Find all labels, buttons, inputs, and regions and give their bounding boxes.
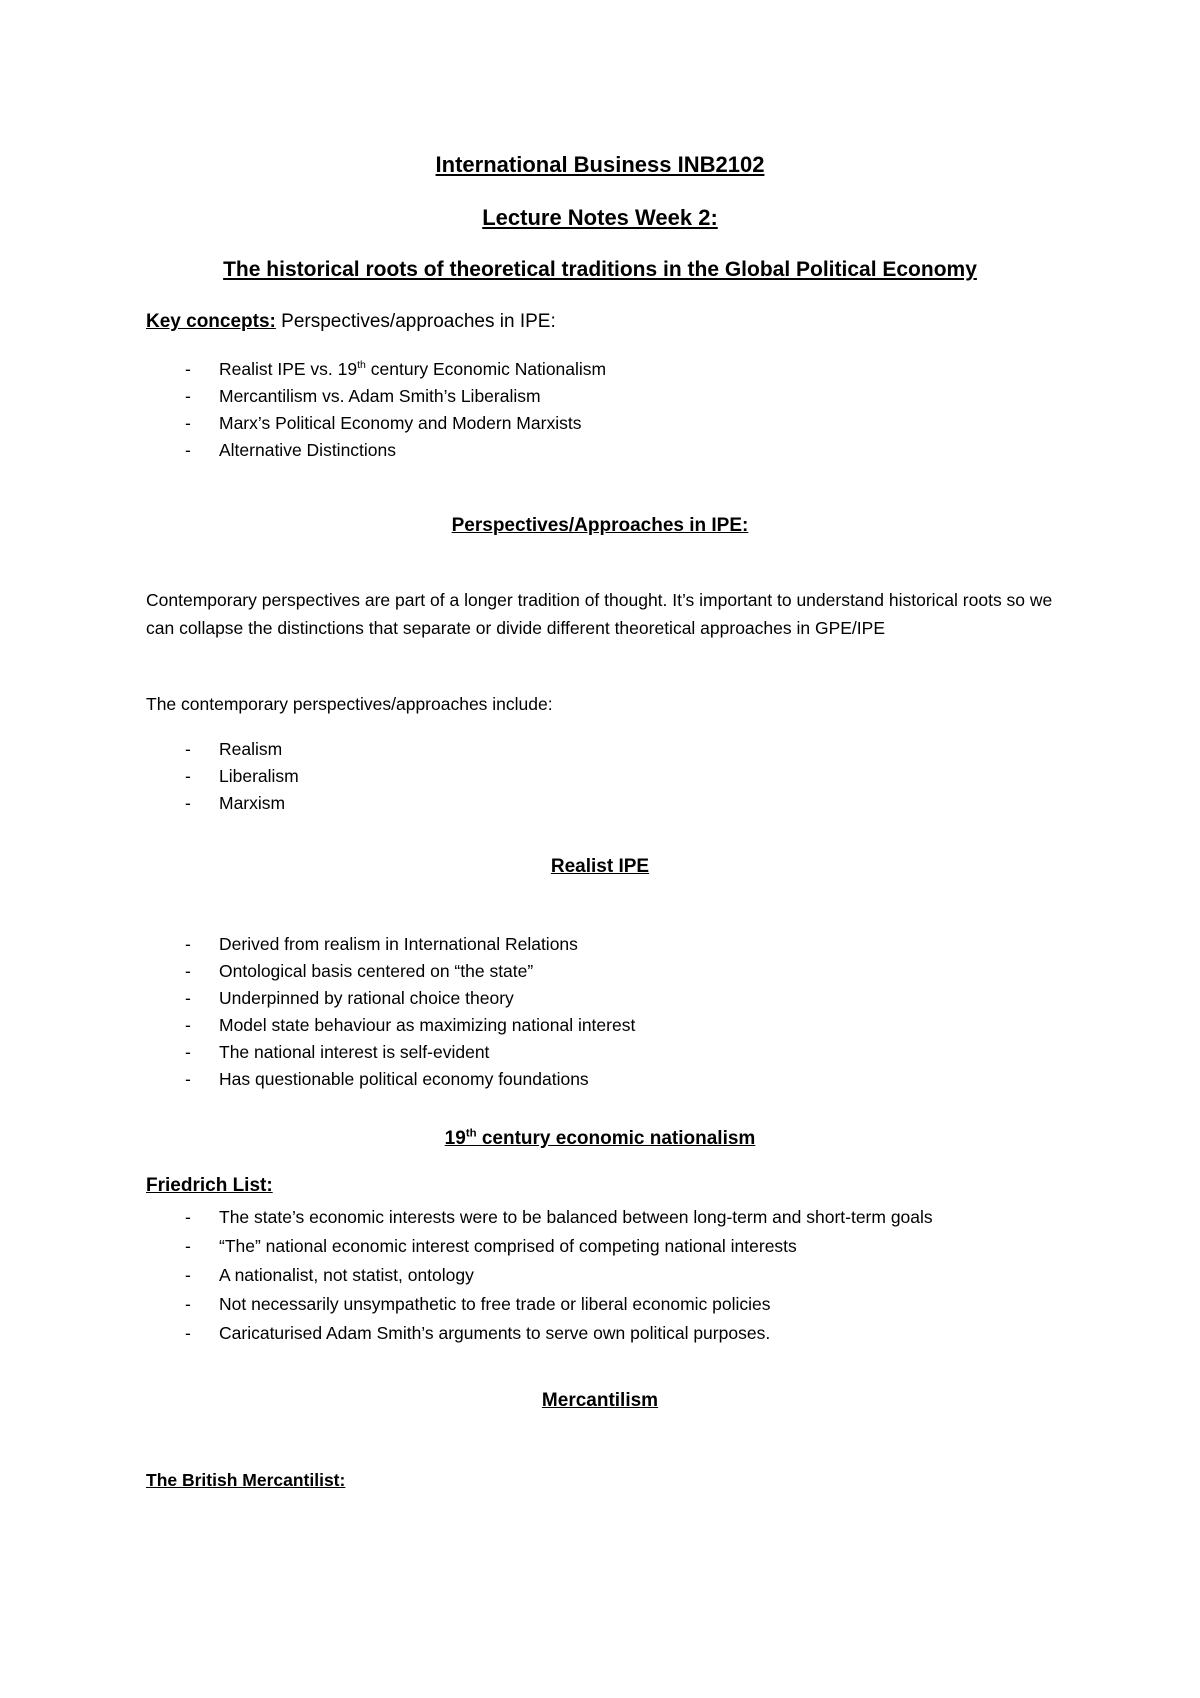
bullet-dash: - [185,961,191,981]
list-item: - Not necessarily unsympathetic to free trade or liberal economic policies [146,1290,933,1319]
bullet-dash: - [185,386,191,406]
contemporary-perspectives-list [146,736,299,817]
bullet-dash: - [185,413,191,433]
bullet-dash: - [185,1323,191,1343]
document-topic: The historical roots of theoretical traditions in the Global Political Economy [223,258,977,281]
bullet-dash: - [185,793,191,813]
key-concepts-list [146,356,606,464]
bullet-dash: - [185,1015,191,1035]
list-item: - Realist IPE vs. 19th century Economic Nationalism [146,356,606,383]
realist-list [146,931,635,1093]
perspectives-heading: Perspectives/Approaches in IPE: [451,515,749,536]
bullet-dash: - [185,1294,191,1314]
list-item: - “The” national economic interest comprised of competing national interests [146,1232,933,1261]
nationalism-heading: 19th century economic nationalism [444,1127,756,1149]
mercantilism-heading: Mercantilism [541,1390,659,1411]
perspectives-paragraph: Contemporary perspectives are part of a longer tradition of thought. It’s important to understand historical roots so we can collapse the distinctions that separate or divide different theoretical approaches in GPE/IPE [146,590,1053,638]
list-item: - Realism [146,736,299,763]
bullet-dash: - [185,739,191,759]
key-concepts-label: Key concepts: [146,311,276,332]
realist-heading: Realist IPE [550,856,650,877]
list-item: - Derived from realism in International Relations [146,931,635,958]
bullet-dash: - [185,1069,191,1089]
friedrich-list-heading: Friedrich List: [146,1175,273,1196]
list-item: - Has questionable political economy foundations [146,1066,635,1093]
bullet-dash: - [185,988,191,1008]
key-concepts-line [146,311,556,333]
bullet-dash: - [185,440,191,460]
bullet-dash: - [185,1042,191,1062]
list-item: - Caricaturised Adam Smith’s arguments to serve own political purposes. [146,1319,933,1348]
list-item: - Underpinned by rational choice theory [146,985,635,1012]
document-subtitle: Lecture Notes Week 2: [482,205,718,230]
bullet-dash: - [185,1265,191,1285]
bullet-dash: - [185,766,191,786]
friedrich-list-list [146,1203,933,1348]
list-item: - Model state behaviour as maximizing national interest [146,1012,635,1039]
british-mercantilist-heading: The British Mercantilist: [146,1470,346,1490]
bullet-dash: - [185,1236,191,1256]
list-item: - Ontological basis centered on “the state” [146,958,635,985]
document-title: International Business INB2102 [435,152,765,177]
bullet-dash: - [185,1207,191,1227]
bullet-dash: - [185,934,191,954]
list-item: - Marx’s Political Economy and Modern Marxists [146,410,606,437]
perspectives-intro: The contemporary perspectives/approaches include: [146,694,553,714]
list-item: - Liberalism [146,763,299,790]
bullet-dash: - [185,359,191,379]
list-item: - Marxism [146,790,299,817]
list-item: - A nationalist, not statist, ontology [146,1261,933,1290]
list-item: - Mercantilism vs. Adam Smith’s Liberalism [146,383,606,410]
list-item: - The state’s economic interests were to be balanced between long-term and short-term goals [146,1203,933,1232]
list-item: - The national interest is self-evident [146,1039,635,1066]
key-concepts-text: Perspectives/approaches in IPE: [281,311,556,332]
list-item: - Alternative Distinctions [146,437,606,464]
